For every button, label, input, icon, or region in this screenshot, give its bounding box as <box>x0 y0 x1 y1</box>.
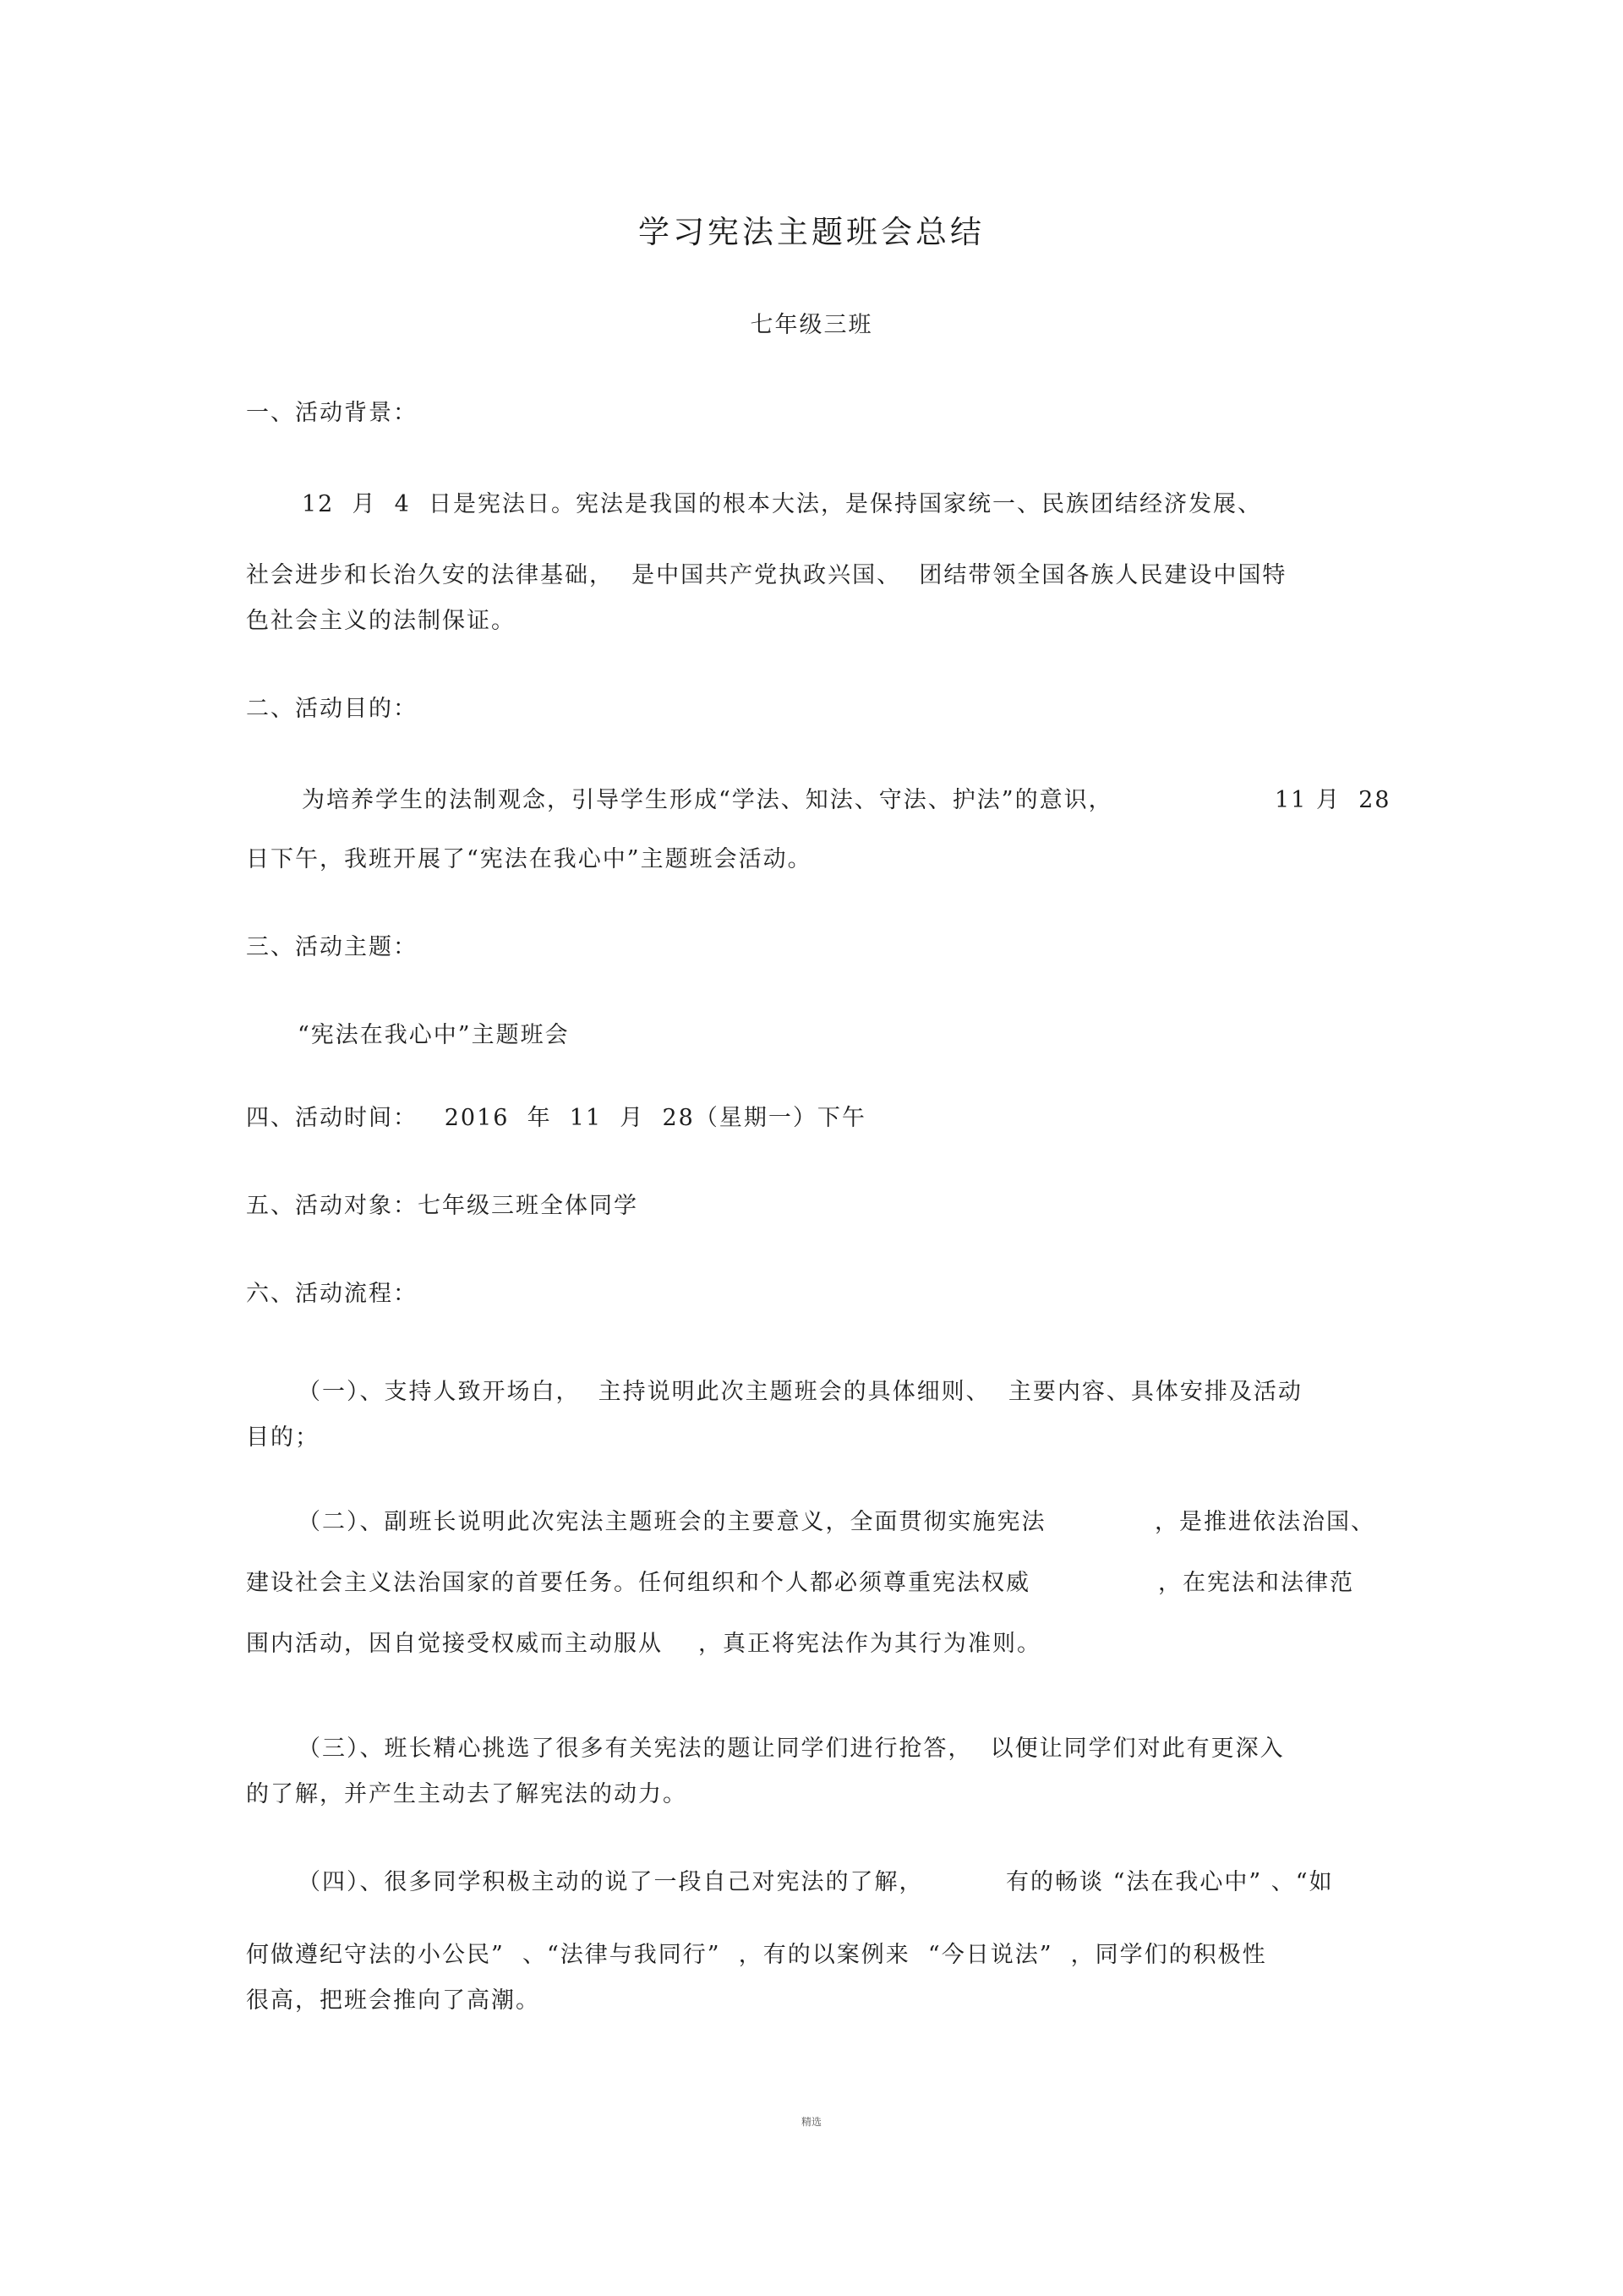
flow-step-line-tail: ，在宪法和法律范 <box>1158 1570 1354 1596</box>
section-heading-theme: 三、活动主题： <box>246 934 418 960</box>
document-subtitle: 七年级三班 <box>750 312 873 338</box>
flow-step-line-tail: ，真正将宪法作为其行为准则。 <box>698 1631 1041 1657</box>
section-heading-flow: 六、活动流程： <box>246 1281 418 1307</box>
flow-step-line: （二）、副班长说明此次宪法主题班会的主要意义，全面贯彻实施宪法 <box>298 1509 1046 1535</box>
section-heading-background: 一、活动背景： <box>246 400 418 426</box>
section-line-target: 五、活动对象：七年级三班全体同学 <box>246 1193 638 1219</box>
paragraph-line: 为培养学生的法制观念，引导学生形成“学法、知法、守法、护法”的意识， <box>302 787 1113 813</box>
paragraph-line: 色社会主义的法制保证。 <box>246 608 516 634</box>
paragraph-line: “宪法在我心中”主题班会 <box>298 1022 570 1048</box>
flow-step-line: 围内活动，因自觉接受权威而主动服从 <box>246 1631 663 1657</box>
flow-step-line: 很高，把班会推向了高潮。 <box>246 1987 540 2014</box>
flow-step-line-tail: ，是推进依法治国、 <box>1155 1509 1375 1535</box>
flow-step-line: （三）、班长精心挑选了很多有关宪法的题让同学们进行抢答， 以便让同学们对此有更深入 <box>298 1736 1285 1762</box>
section-line-time: 四、活动时间： 2016 年 11 月 28（星期一）下午 <box>246 1105 866 1131</box>
flow-step-line: 目的； <box>246 1424 320 1451</box>
flow-step-line: 何做遵纪守法的小公民” 、“法律与我同行” ，有的以案例来 “今日说法” ，同学们的积极性 <box>246 1942 1267 1968</box>
flow-step-line: （四）、很多同学积极主动的说了一段自己对宪法的了解， <box>298 1869 924 1895</box>
paragraph-line-tail: 11 月 28 <box>1275 787 1391 813</box>
section-heading-goal: 二、活动目的： <box>246 696 418 722</box>
flow-step-line-tail: 有的畅谈 “法在我心中” 、“如 <box>1006 1869 1334 1895</box>
flow-step-line: 建设社会主义法治国家的首要任务。任何组织和个人都必须尊重宪法权威 <box>246 1570 1030 1596</box>
paragraph-line: 12 月 4 日是宪法日。宪法是我国的根本大法，是保持国家统一、民族团结经济发展、 <box>302 491 1263 517</box>
page-footer: 精选 <box>801 2116 822 2128</box>
document-title: 学习宪法主题班会总结 <box>638 214 985 250</box>
paragraph-line: 社会进步和长治久安的法律基础， 是中国共产党执政兴国、 团结带领全国各族人民建设中国特 <box>246 562 1287 588</box>
paragraph-line: 日下午，我班开展了“宪法在我心中”主题班会活动。 <box>246 846 812 872</box>
flow-step-line: （一）、支持人致开场白， 主持说明此次主题班会的具体细则、 主要内容、具体安排及活动 <box>298 1379 1303 1405</box>
flow-step-line: 的了解，并产生主动去了解宪法的动力。 <box>246 1781 687 1807</box>
